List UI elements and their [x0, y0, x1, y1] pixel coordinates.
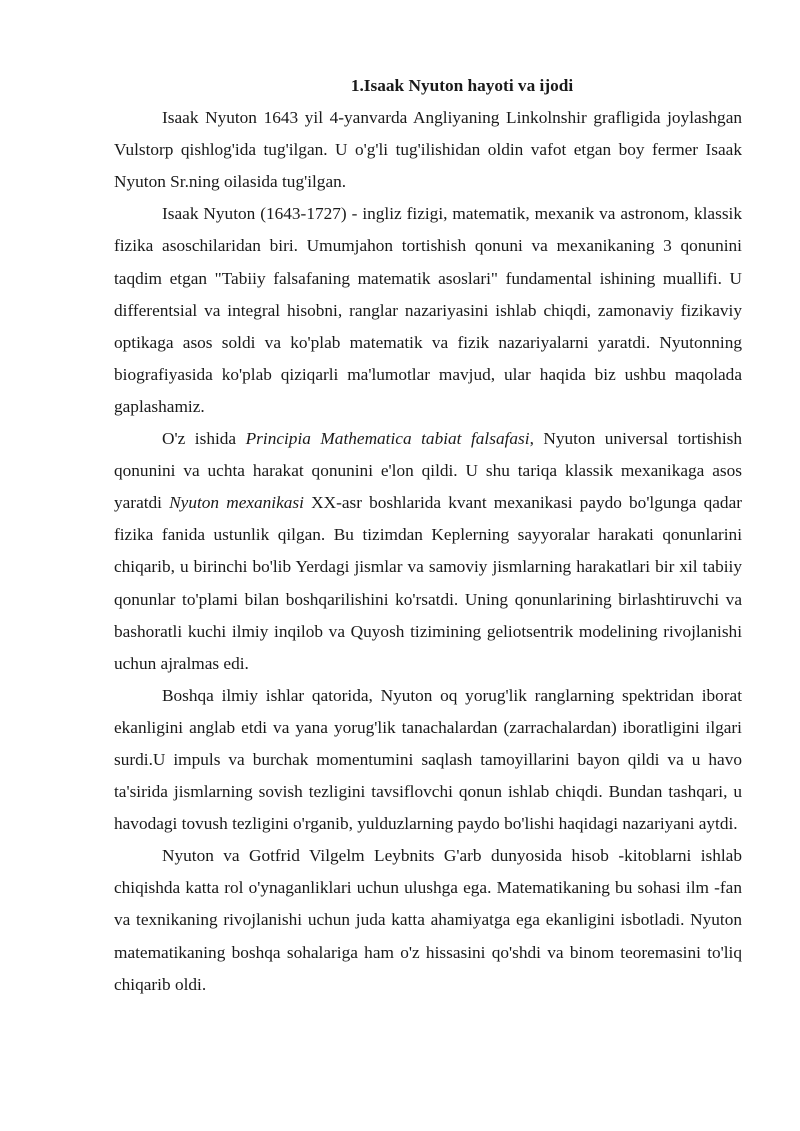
paragraph-principia-text-3: XX-asr boshlarida kvant mexanikasi paydo bo'lgunga qadar fizika fanida ustunlik qilgan. Bu tizimdan Keplerning sayyoralar harakati qonunlarini chiqarib, u birinchi bo'lib Yerdagi jismlar va samoviy jismlarning harakatlari bir xil tabiiy qonunlar to'plami bilan boshqarilishini ko'rsatdi. Uning qonunlarining birlashtiruvchi va bashoratli kuchi ilmiy inqilob va Quyosh tizimining geliotsentrik modelining rivojlanishi uchun ajralmas edi. [114, 493, 742, 673]
principia-title-italic: Principia Mathematica tabiat falsafasi [245, 429, 530, 449]
paragraph-biography: Isaak Nyuton (1643-1727) - ingliz fizigi, matematik, mexanik va astronom, klassik fizika asoschilaridan biri. Umumjahon tortishish qonuni va mexanikaning 3 qonunini taqdim etgan "Tabiiy falsafaning matematik asoslari" fundamental ishining muallifi. U differentsial va integral hisobni, ranglar nazariyasini ishlab chiqdi, zamonaviy fizikaviy optikaga asos soldi va ko'plab matematik va fizik nazariyalarni yaratdi. Nyutonning biografiyasida ko'plab qiziqarli ma'lumotlar mavjud, ular haqida biz ushbu maqolada gaplashamiz. [114, 204, 742, 416]
paragraph-principia-text-1: O'z ishida [162, 429, 246, 449]
paragraph-optics: Boshqa ilmiy ishlar qatorida, Nyuton oq yorug'lik ranglarning spektridan iborat ekanligini anglab etdi va yana yorug'lik tanachalardan (zarrachalardan) iboratligini ilgari surdi.U impuls va burchak momentumini saqlash tamoyillarini bayon qildi va u havo ta'sirida jismlarning sovish tezligini tavsiflovchi qonun ishlab chiqdi. Bundan tashqari, u havodagi tovush tezligini o'rganib, yulduzlarning paydo bo'lishi haqidagi nazariyani aytdi. [114, 685, 742, 834]
paragraph-calculus: Nyuton va Gotfrid Vilgelm Leybnits G'arb dunyosida hisob -kitoblarni ishlab chiqishda katta rol o'ynaganliklari uchun ulushga ega. Matematikaning bu sohasi ilm -fan va texnikaning rivojlanishi uchun juda katta ahamiyatga ega ekanligini isbotladi. Nyuton matematikaning boshqa sohalariga ham o'z hissasini qo'shdi va binom teoremasini to'liq chiqarib oldi. [114, 846, 742, 994]
newtonian-mechanics-italic: Nyuton mexanikasi [169, 493, 304, 513]
paragraph-birth: Isaak Nyuton 1643 yil 4-yanvarda Angliyaning Linkolnshir grafligida joylashgan Vulstorp qishlog'ida tug'ilgan. U o'g'li tug'ilishidan oldin vafot etgan boy fermer Isaak Nyuton Sr.ning oilasida tug'ilgan. [114, 108, 742, 192]
paragraph-principia-text-2: , Nyuton universal tortishish qonunini va uchta harakat qonunini e'lon qildi. U shu tariqa klassik mexanikaga asos yaratdi [114, 429, 742, 513]
document-body [114, 70, 742, 1001]
paragraph-principia [114, 423, 742, 680]
section-title: 1.Isaak Nyuton hayoti va ijodi [350, 76, 574, 95]
